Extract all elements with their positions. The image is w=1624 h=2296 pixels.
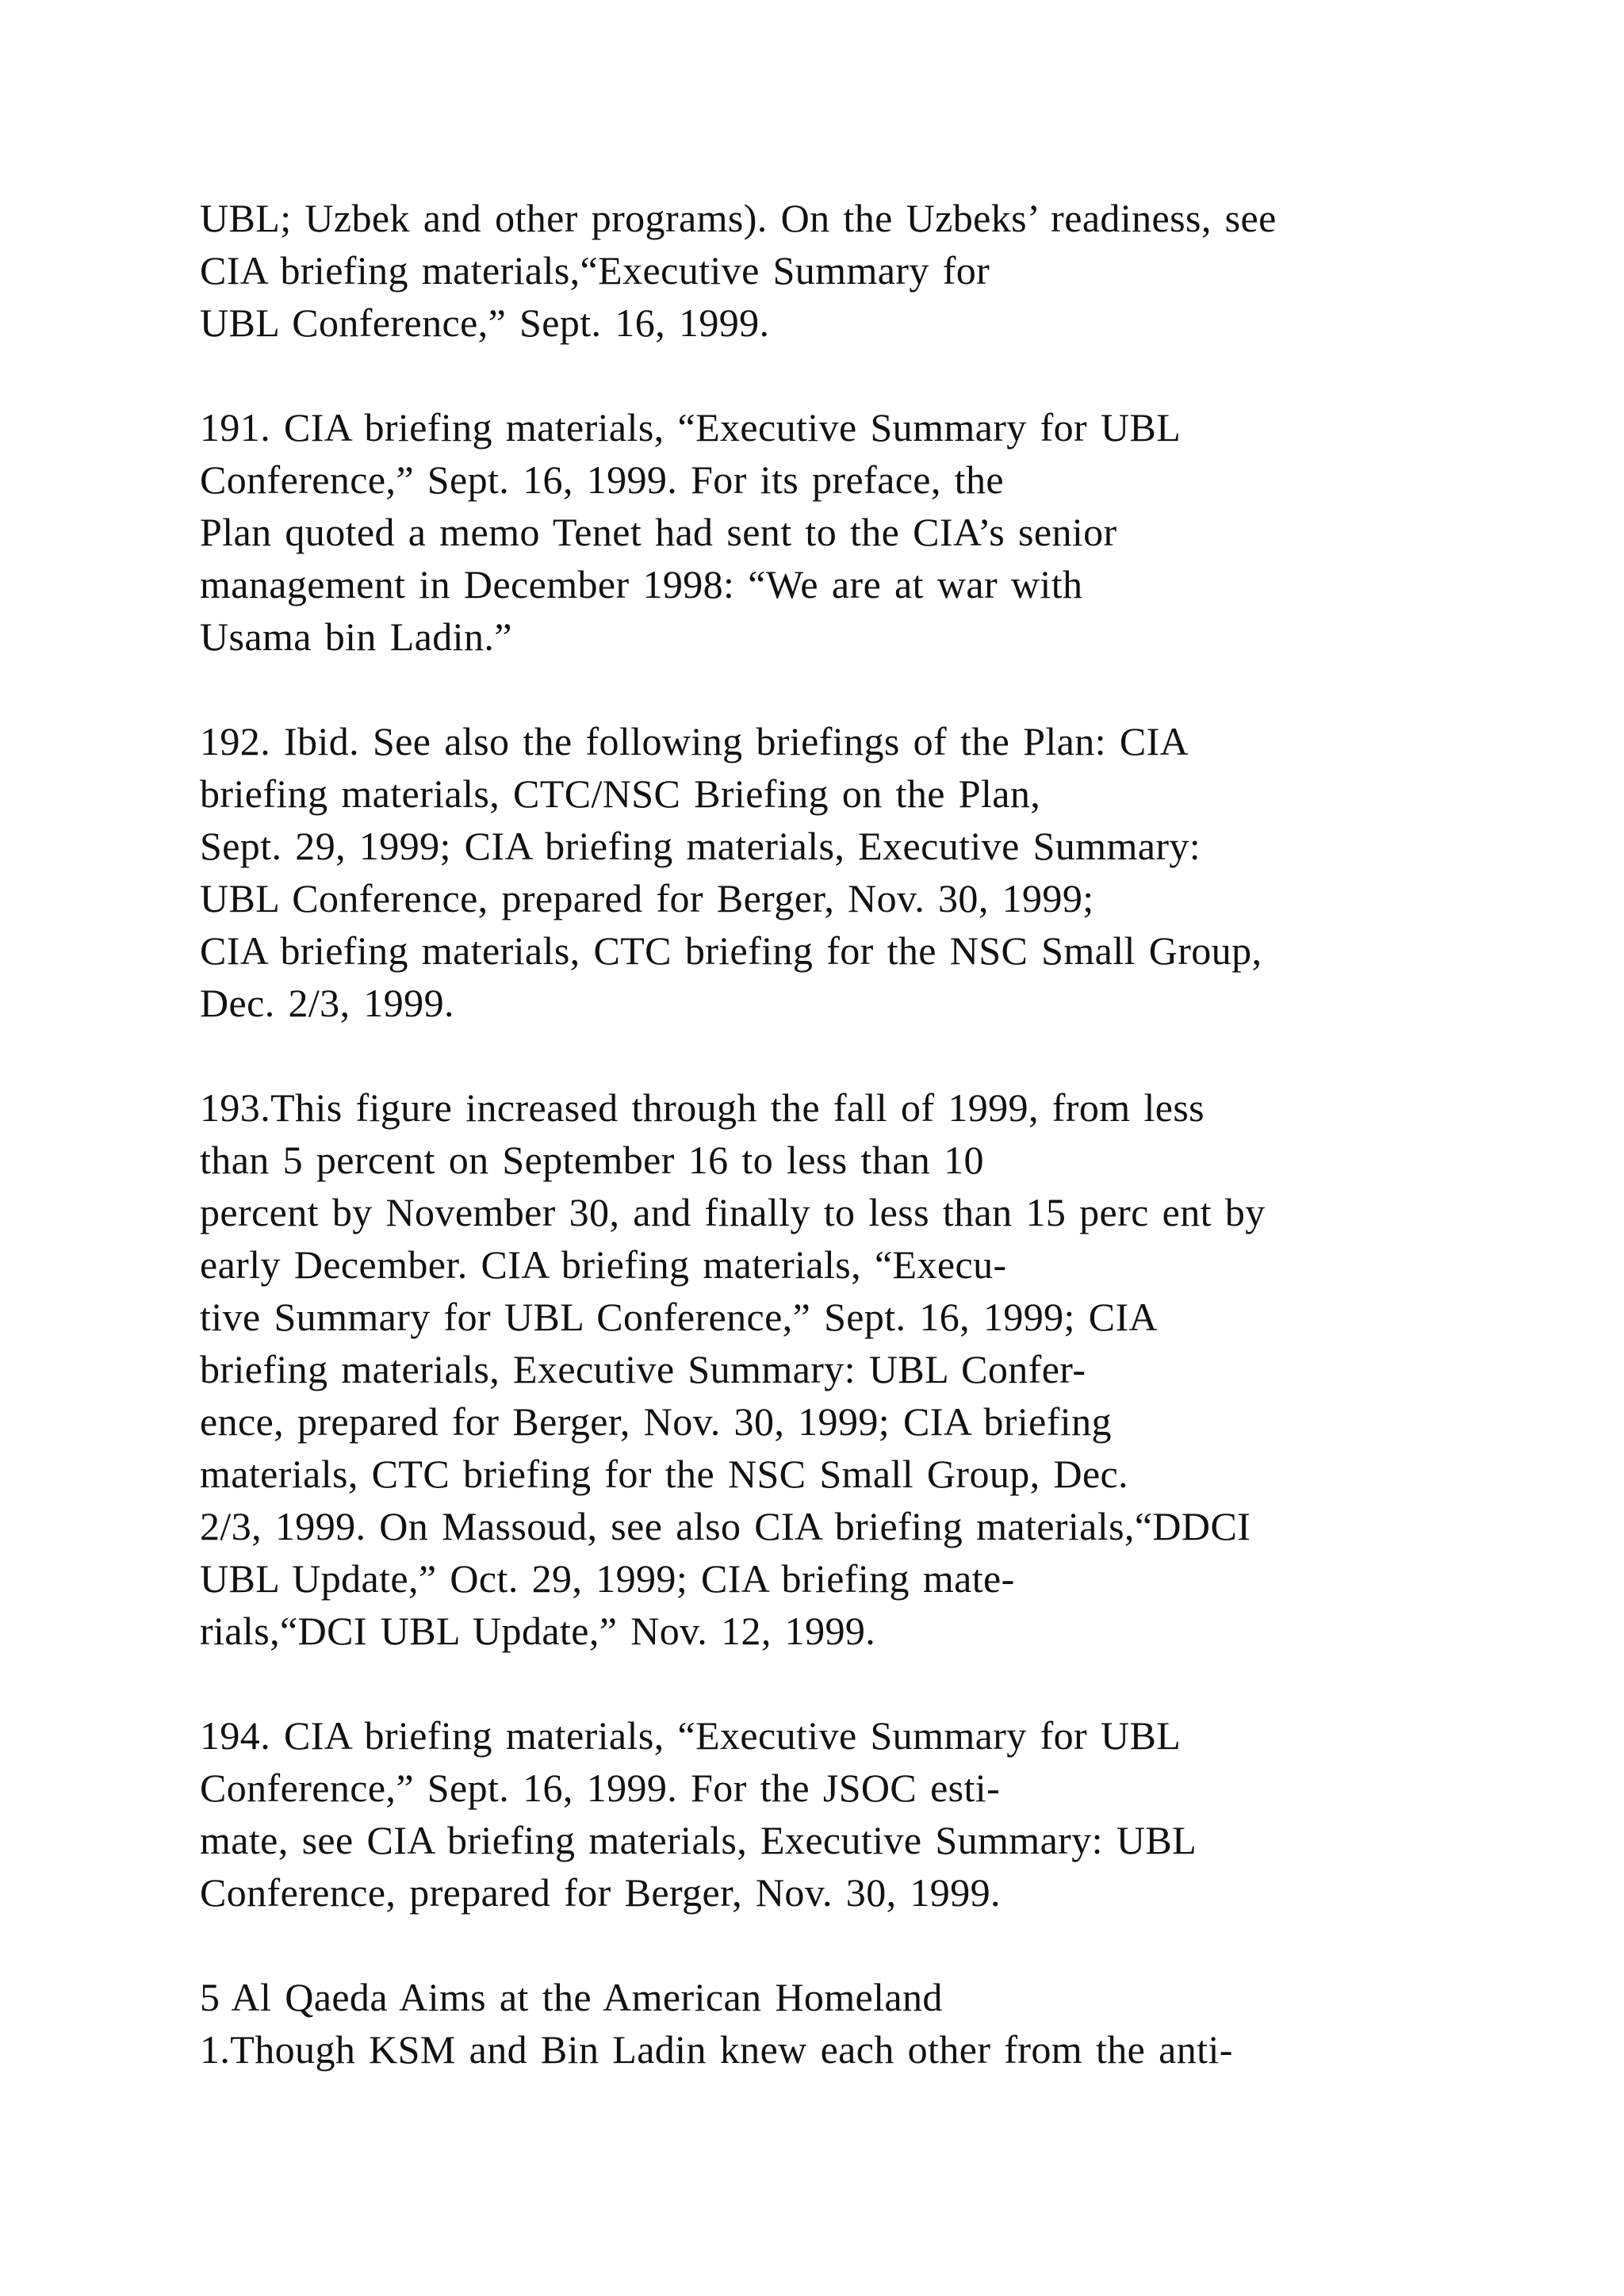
endnotes-text [200, 192, 1611, 2076]
text-line: Dec. 2/3, 1999. [200, 981, 454, 1025]
text-line: UBL Update,” Oct. 29, 1999; CIA briefing mate- [200, 1556, 1015, 1601]
text-line: 2/3, 1999. On Massoud, see also CIA briefing materials,“DDCI [200, 1504, 1251, 1548]
chapter-5-notes-start [200, 1971, 1611, 2076]
text-line: ence, prepared for Berger, Nov. 30, 1999; CIA briefing [200, 1399, 1112, 1444]
text-line: materials, CTC briefing for the NSC Small Group, Dec. [200, 1452, 1129, 1496]
endnote-191 [200, 401, 1611, 663]
text-line: 194. CIA briefing materials, “Executive Summary for UBL [200, 1713, 1182, 1758]
text-line: 1.Though KSM and Bin Ladin knew each other from the anti- [200, 2027, 1233, 2072]
text-line: Sept. 29, 1999; CIA briefing materials, Executive Summary: [200, 824, 1201, 868]
endnote-193 [200, 1081, 1611, 1657]
text-line: early December. CIA briefing materials, “Execu- [200, 1242, 1007, 1287]
text-line: UBL Conference,” Sept. 16, 1999. [200, 300, 770, 345]
text-line: mate, see CIA briefing materials, Executive Summary: UBL [200, 1818, 1197, 1862]
text-line: 191. CIA briefing materials, “Executive Summary for UBL [200, 405, 1182, 450]
text-line: Conference,” Sept. 16, 1999. For the JSOC esti- [200, 1766, 1001, 1810]
text-line: CIA briefing materials,“Executive Summary for [200, 248, 990, 293]
text-line: Usama bin Ladin.” [200, 614, 512, 659]
text-line: UBL Conference, prepared for Berger, Nov. 30, 1999; [200, 876, 1094, 920]
text-line: management in December 1998: “We are at war with [200, 562, 1083, 607]
text-line: Conference,” Sept. 16, 1999. For its preface, the [200, 457, 1004, 502]
text-line: 193.This figure increased through the fall of 1999, from less [200, 1085, 1205, 1130]
text-line: UBL; Uzbek and other programs). On the Uzbeks’ readiness, see [200, 196, 1277, 240]
text-line: Conference, prepared for Berger, Nov. 30, 1999. [200, 1870, 1001, 1915]
endnote-192 [200, 715, 1611, 1029]
endnote-194 [200, 1709, 1611, 1919]
paragraph-uzbek-programs [200, 192, 1611, 349]
text-line: percent by November 30, and finally to less than 15 perc ent by [200, 1190, 1266, 1234]
text-line: briefing materials, CTC/NSC Briefing on the Plan, [200, 771, 1041, 816]
text-line: Plan quoted a memo Tenet had sent to the CIA’s senior [200, 510, 1117, 554]
text-line: rials,“DCI UBL Update,” Nov. 12, 1999. [200, 1609, 876, 1653]
text-line: CIA briefing materials, CTC briefing for the NSC Small Group, [200, 928, 1262, 973]
text-line: briefing materials, Executive Summary: UBL Confer- [200, 1347, 1086, 1391]
text-line: tive Summary for UBL Conference,” Sept. 16, 1999; CIA [200, 1295, 1159, 1339]
text-line: 192. Ibid. See also the following briefings of the Plan: CIA [200, 719, 1189, 763]
chapter-heading: 5 Al Qaeda Aims at the American Homeland [200, 1975, 943, 2019]
text-line: than 5 percent on September 16 to less than 10 [200, 1138, 984, 1182]
